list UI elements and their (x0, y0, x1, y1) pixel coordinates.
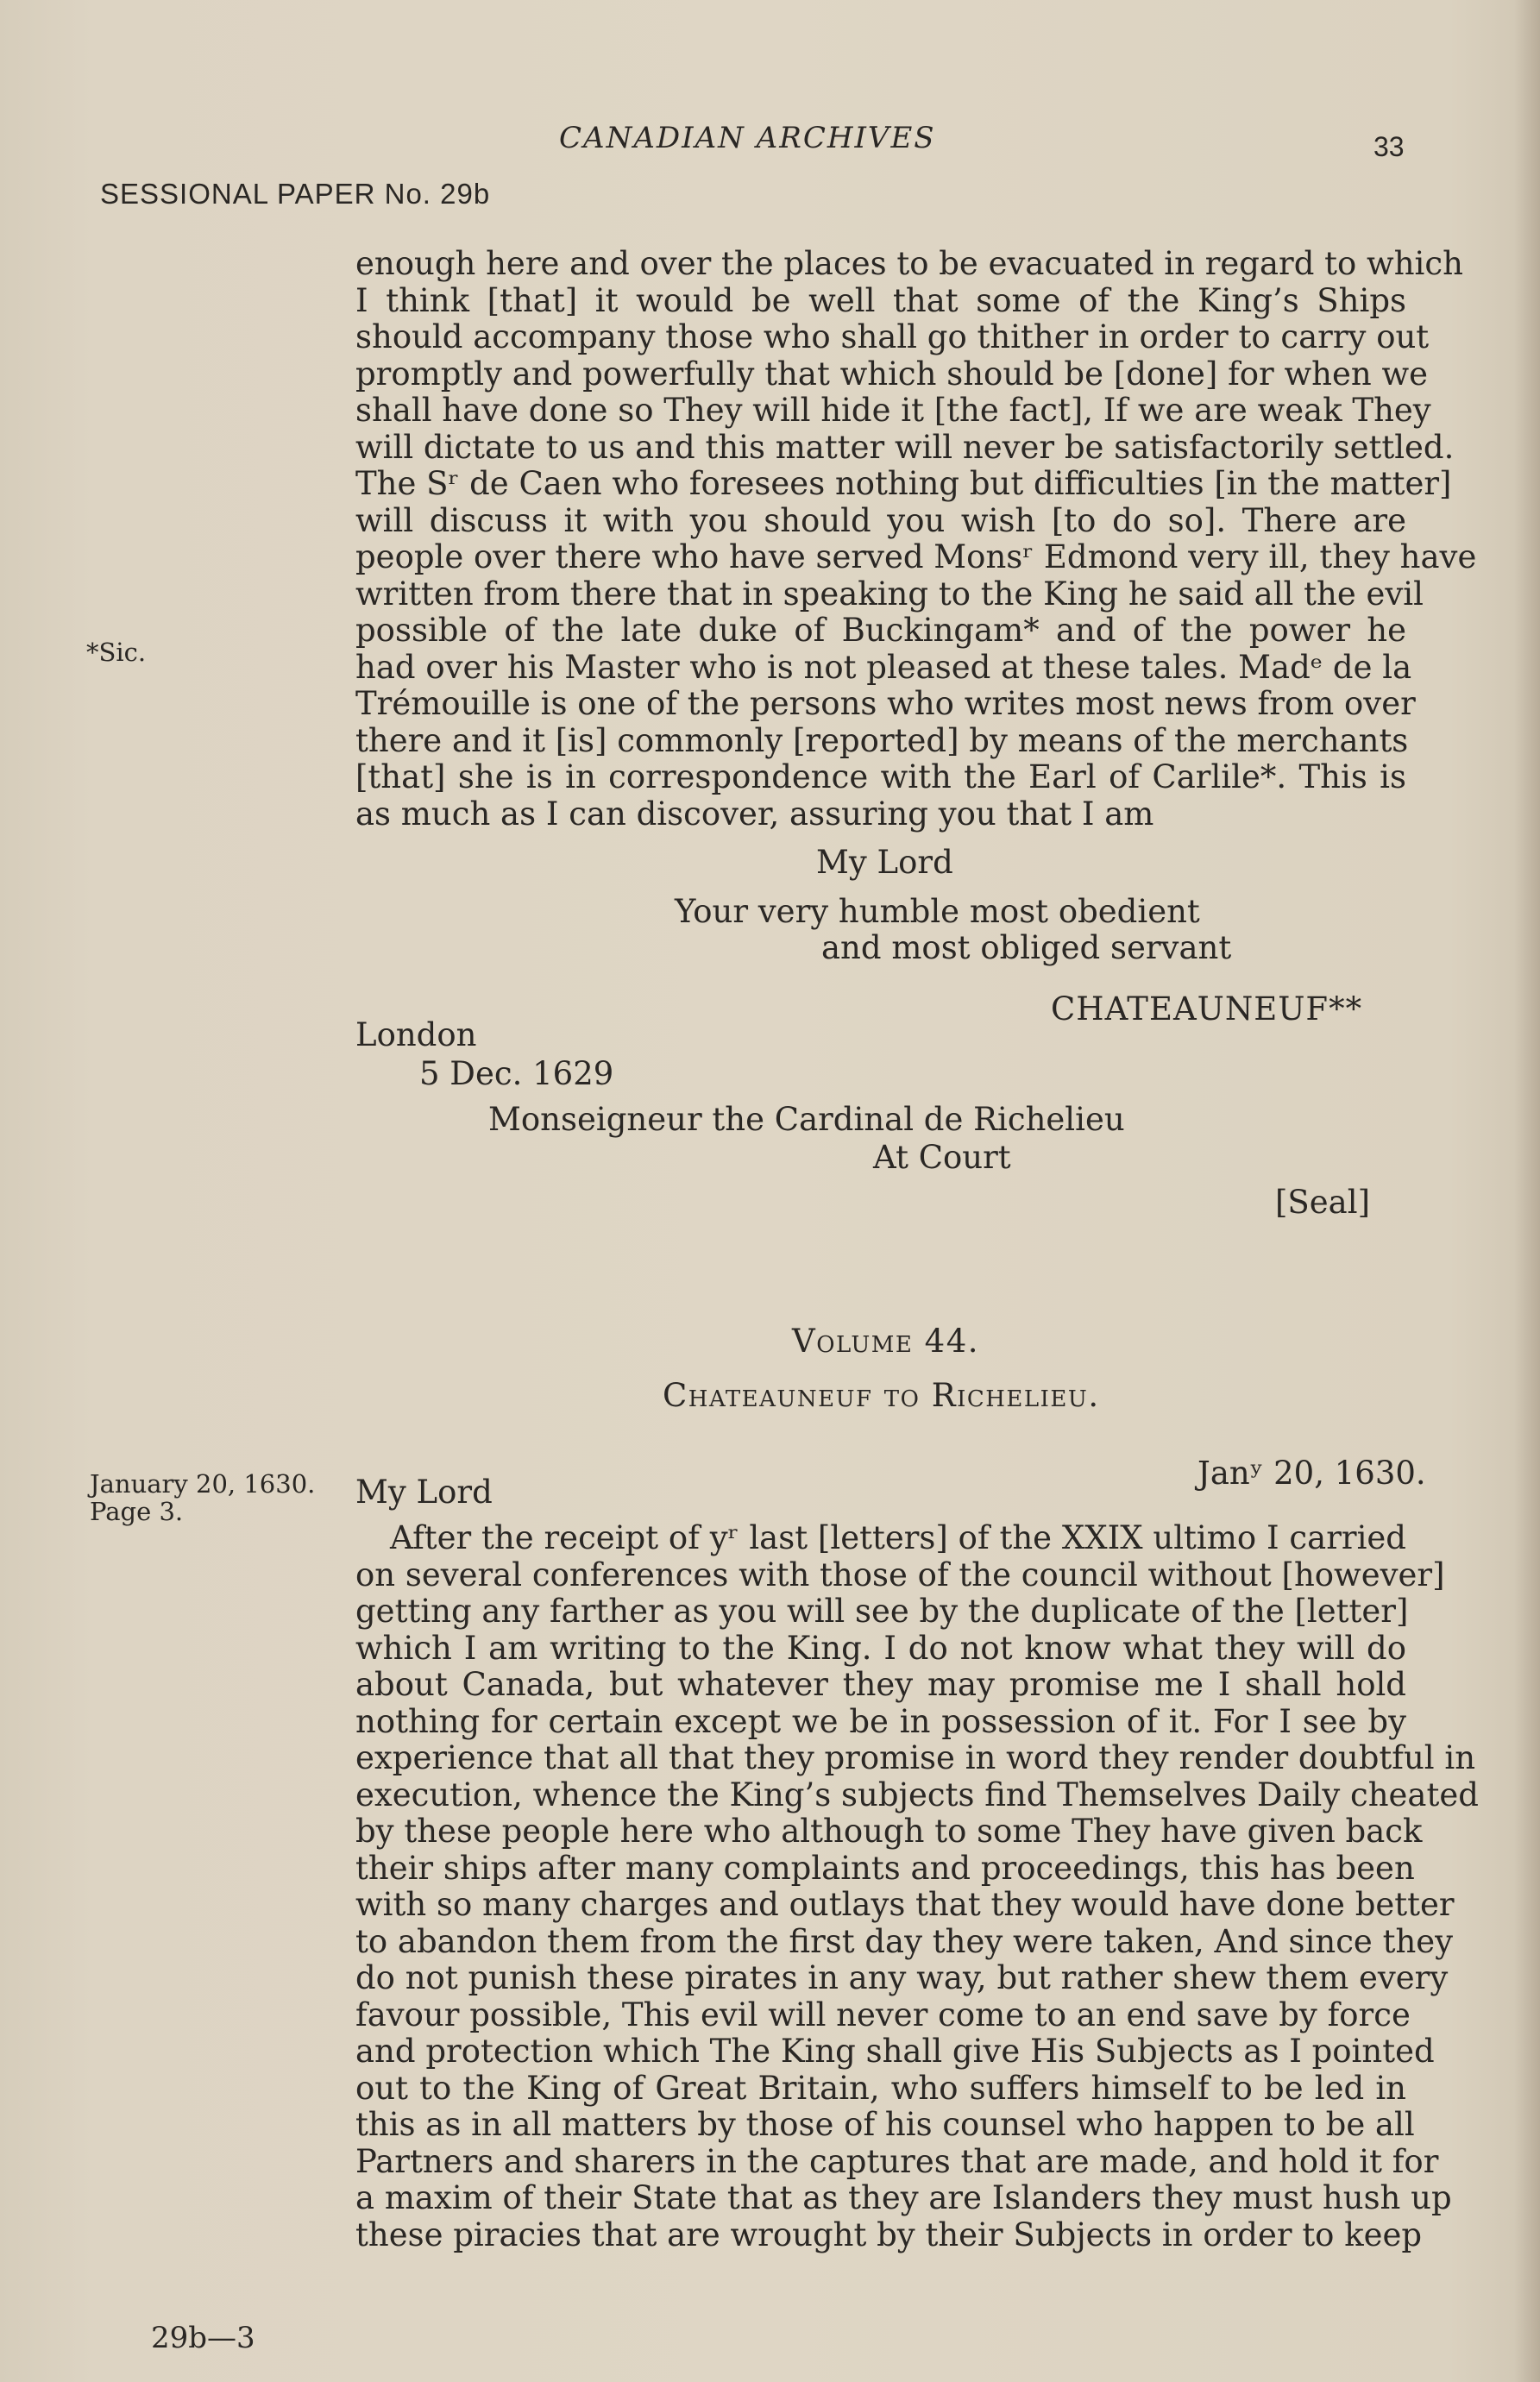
text-line: to abandon them from the first day they were taken, And since they (355, 1922, 1454, 1960)
text-line: on several conferences with those of the council without [however] (355, 1556, 1445, 1593)
closing-line-1: Your very humble most obedient (675, 893, 1200, 930)
text-line: their ships after many complaints and proceedings, this has been (355, 1849, 1415, 1887)
volume-heading: Volume 44. (792, 1323, 979, 1360)
text-line: as much as I can discover, assuring you that I am (355, 795, 1154, 833)
closing-salutation: My Lord (816, 844, 953, 881)
running-head: CANADIAN ARCHIVES (559, 121, 936, 155)
signature-chateauneuf: CHATEAUNEUF** (1051, 990, 1363, 1028)
text-line: enough here and over the places to be evacuated in regard to which (355, 245, 1463, 282)
margin-date: January 20, 1630. (90, 1469, 316, 1499)
text-line: getting any farther as you will see by the duplicate of the [letter] (355, 1593, 1409, 1630)
margin-note-sic: *Sic. (86, 638, 147, 667)
text-line: out to the King of Great Britain, who suffers himself to be led in (355, 2069, 1406, 2107)
text-line: a maxim of their State that as they are Islanders they must hush up (355, 2179, 1452, 2216)
text-line: which I am writing to the King. I do not know what they will do (355, 1629, 1406, 1667)
text-line: about Canada, but whatever they may promise me I shall hold (355, 1666, 1406, 1703)
text-line: had over his Master who is not pleased at these tales. Madᵉ de la (355, 648, 1412, 686)
text-line: favour possible, This evil will never come to an end save by force (355, 1995, 1411, 2033)
text-line: will dictate to us and this matter will never be satisfactorily settled. (355, 428, 1455, 466)
text-line: do not punish these pirates in any way, but rather shew them every (355, 1959, 1449, 1996)
text-line: people over there who have served Monsʳ Edmond very ill, they have (355, 538, 1477, 575)
text-line: written from there that in speaking to the King he said all the evil (355, 575, 1424, 613)
addressee-location: At Court (873, 1139, 1011, 1176)
text-line: After the receipt of yʳ last [letters] of the XXIX ultimo I carried (390, 1519, 1406, 1556)
text-line: with so many charges and outlays that they would have done better (355, 1886, 1455, 1923)
letter-place: London (355, 1016, 477, 1053)
addressee: Monseigneur the Cardinal de Richelieu (488, 1101, 1125, 1138)
text-line: will discuss it with you should you wish [to do so]. There are (355, 501, 1406, 539)
letter2-date: Janʸ 20, 1630. (1197, 1455, 1426, 1492)
text-line: and protection which The King shall give His Subjects as I pointed (355, 2033, 1435, 2070)
text-line: nothing for certain except we be in possession of it. For I see by (355, 1702, 1406, 1740)
signature-mark: 29b—3 (151, 2321, 255, 2355)
seal-note: [Seal] (1275, 1184, 1371, 1221)
text-line: The Sʳ de Caen who foresees nothing but difficulties [in the matter] (355, 465, 1452, 502)
text-line: Trémouille is one of the persons who writes most news from over (355, 685, 1416, 722)
page-number: 33 (1373, 131, 1405, 162)
text-line: there and it [is] commonly [reported] by means of the merchants (355, 721, 1409, 759)
text-line: these piracies that are wrought by their Subjects in order to keep (355, 2215, 1423, 2253)
text-line: execution, whence the King’s subjects find Themselves Daily cheated (355, 1776, 1479, 1813)
letter-date: 5 Dec. 1629 (419, 1055, 614, 1092)
letter2-salutation: My Lord (355, 1474, 493, 1511)
text-line: this as in all matters by those of his counsel who happen to be all (355, 2106, 1415, 2143)
sessional-paper-label: SESSIONAL PAPER No. 29b (100, 178, 491, 210)
text-line: by these people here who although to some They have given back (355, 1813, 1423, 1850)
letter-title: Chateauneuf to Richelieu. (663, 1377, 1100, 1414)
text-line: Partners and sharers in the captures that are made, and hold it for (355, 2142, 1439, 2180)
text-line: shall have done so They will hide it [the fact], If we are weak They (355, 392, 1431, 429)
letter2-body (355, 1519, 1479, 2253)
margin-page: Page 3. (90, 1497, 184, 1526)
binding-shadow (1514, 0, 1540, 2382)
text-line: experience that all that they promise in word they render doubtful in (355, 1739, 1476, 1776)
letter1-body (355, 245, 1477, 833)
text-line: [that] she is in correspondence with the Earl of Carlile*. This is (355, 758, 1406, 795)
text-line: should accompany those who shall go thither in order to carry out (355, 318, 1430, 355)
closing-line-2: and most obliged servant (821, 929, 1232, 966)
text-line: possible of the late duke of Buckingam* and of the power he (355, 612, 1406, 649)
text-line: promptly and powerfully that which should be [done] for when we (355, 355, 1429, 393)
text-line: I think [that] it would be well that some of the King’s Ships (355, 281, 1406, 319)
